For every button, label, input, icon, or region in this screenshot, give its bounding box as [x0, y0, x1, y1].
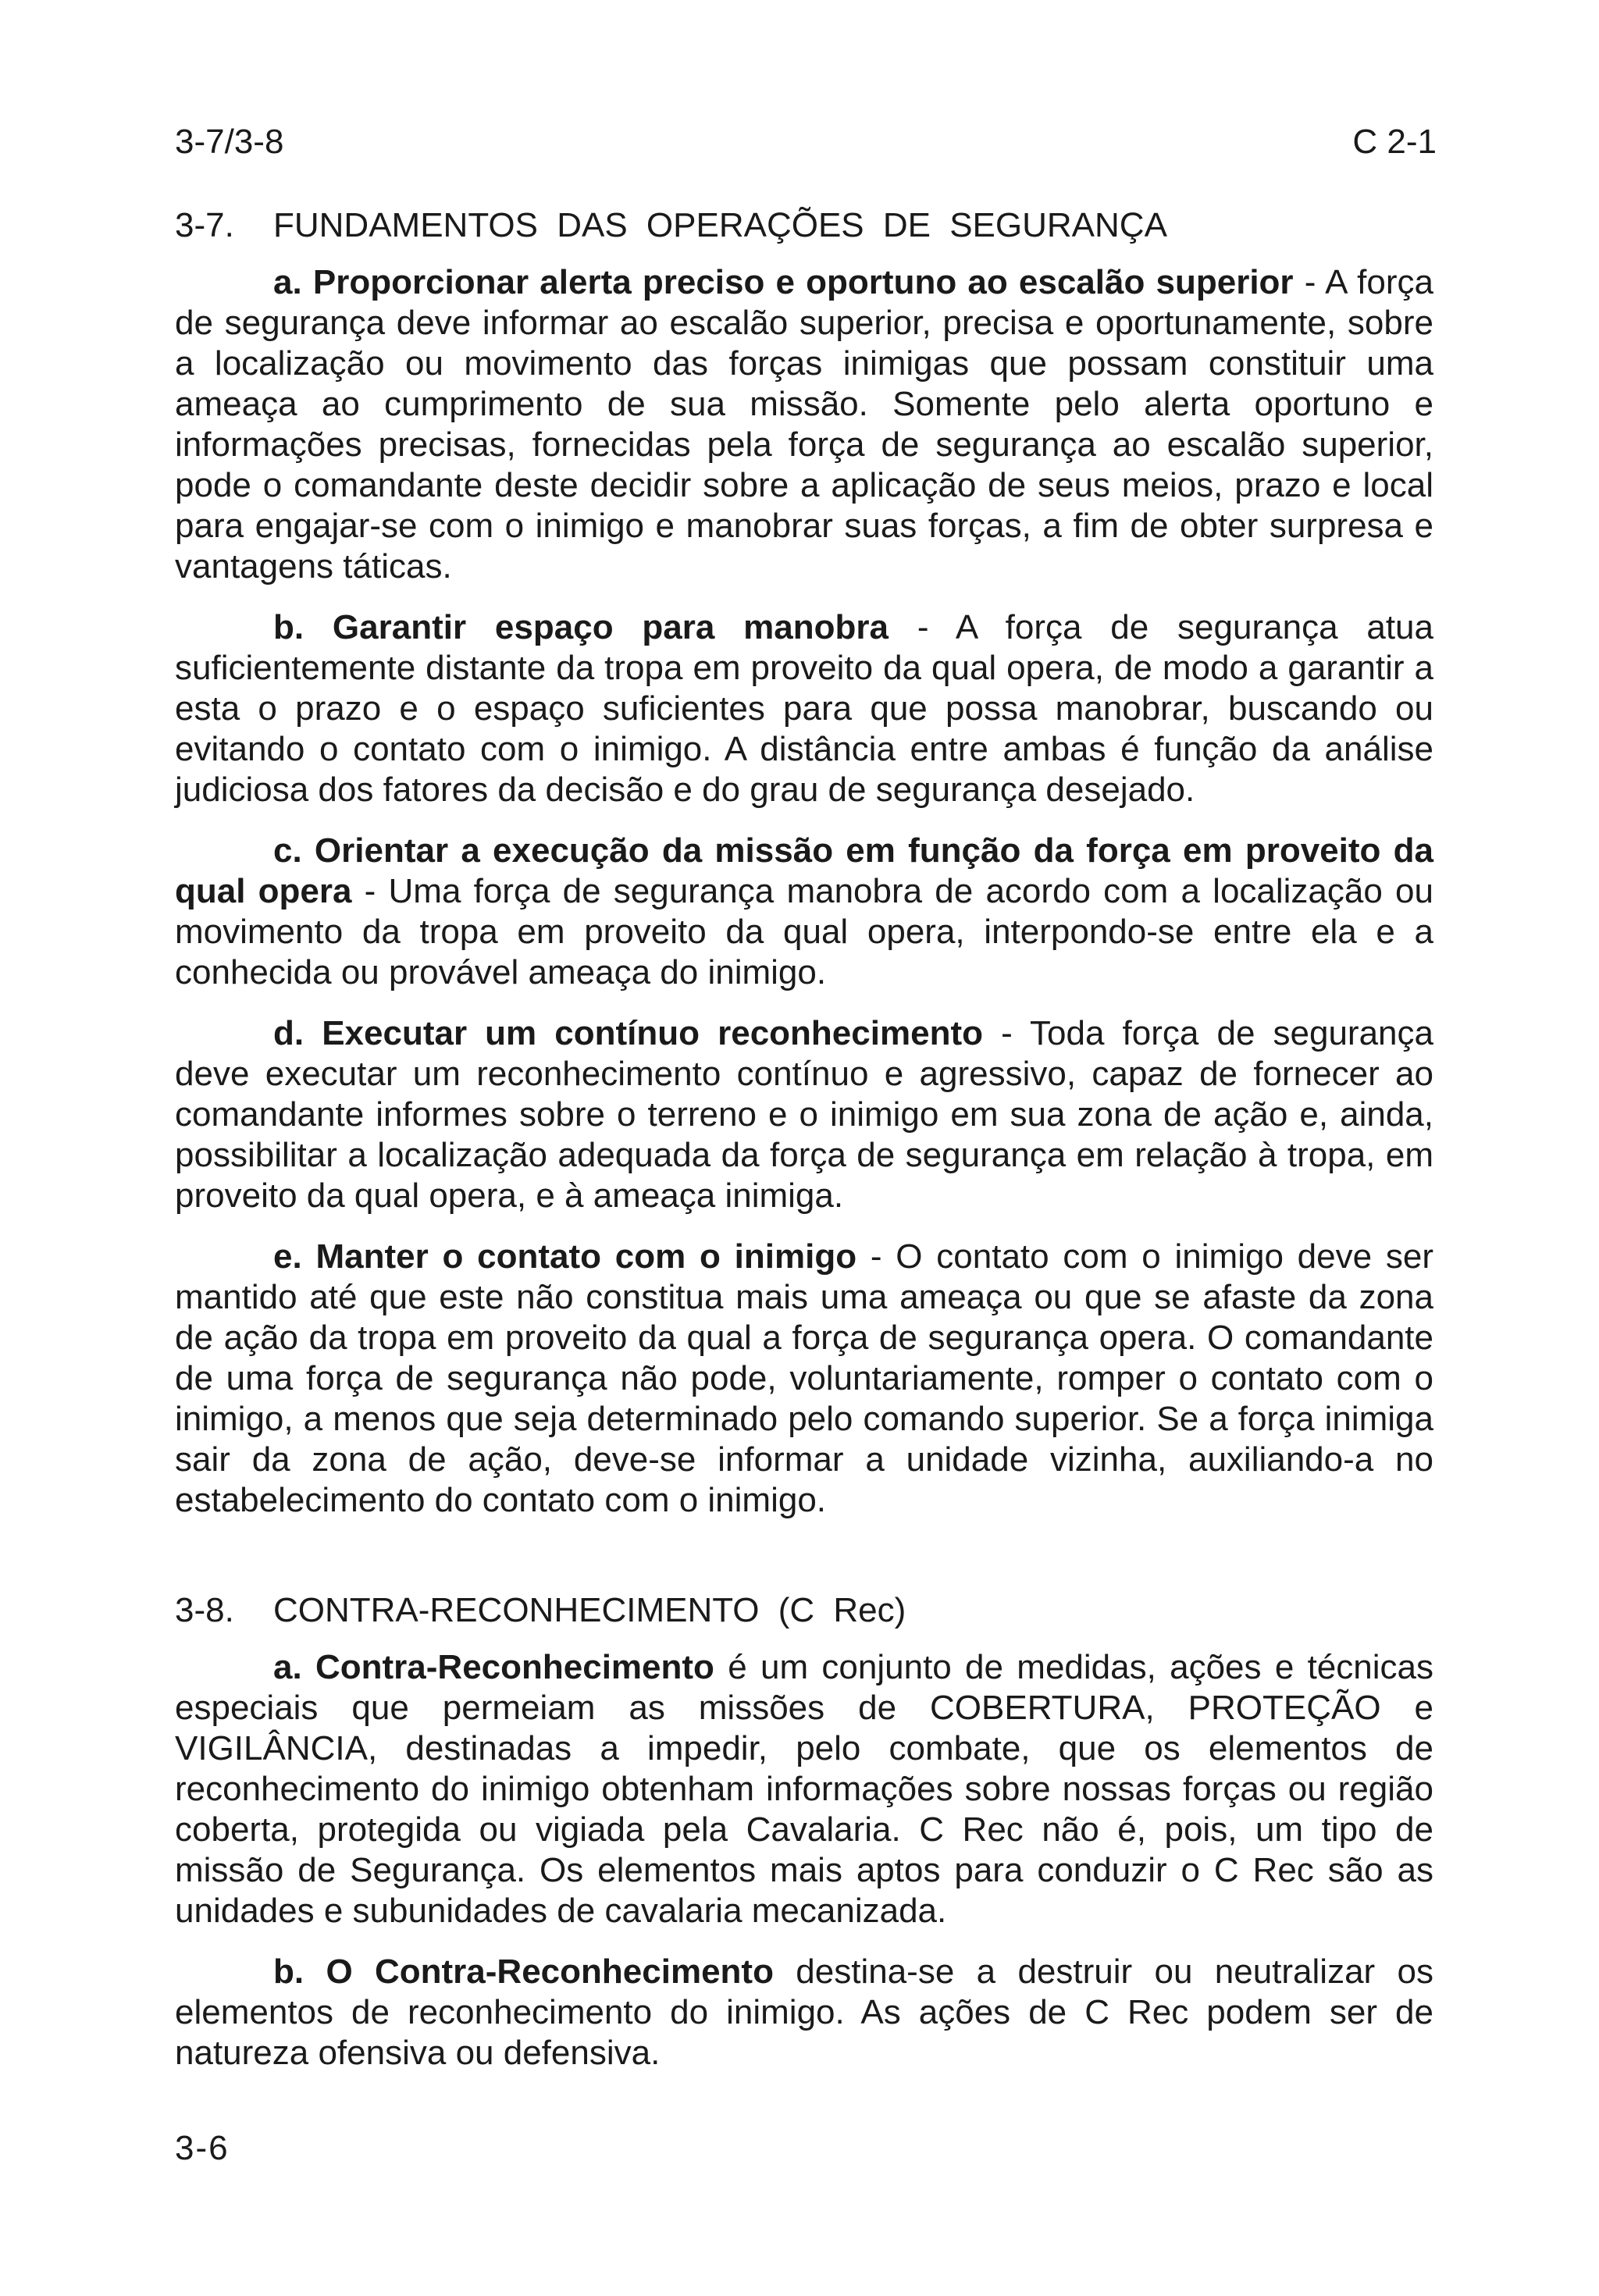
- item-text: destina-se a destruir ou neutralizar os elementos de reconhecimento do inimigo. As ações de C Rec podem ser de natureza ofensiva ou defensiva.: [175, 1952, 1434, 2072]
- paragraph-item: [175, 262, 1433, 587]
- page-header: [175, 119, 1437, 166]
- item-text: - A força de segurança deve informar ao escalão superior, precisa e oportunamente, sobre a localização ou movimento das forças inimigas que possam constituir uma ameaça ao cumprimento de sua missão. Somente pelo alerta oportuno e informações precisas, fornecidas pela força de segurança ao escalão superior, pode o comandante deste decidir sobre a aplicação de seus meios, prazo e local para engajar-se com o inimigo e manobrar suas forças, a fim de obter surpresa e vantagens táticas.: [175, 263, 1433, 586]
- item-heading: c. Orientar a execução da missão em função da força em proveito da qual opera: [175, 831, 1433, 910]
- section-heading: CONTRA-RECONHECIMENTO (C Rec): [273, 1591, 906, 1629]
- page-content: [175, 201, 1433, 2074]
- paragraph-item: [175, 1952, 1433, 2074]
- paragraph-item: [175, 1647, 1433, 1931]
- item-heading: e. Manter o contato com o inimigo: [273, 1237, 857, 1276]
- item-text: - Toda força de segurança deve executar um reconhecimento contínuo e agressivo, capaz de fornecer ao comandante informes sobre o terreno e o inimigo em sua zona de ação e, ainda, possibilitar a localização adequada da força de segurança em relação à tropa, em proveito da qual opera, e à ameaça inimiga.: [175, 1014, 1433, 1215]
- item-heading: b. O Contra-Reconhecimento: [273, 1952, 774, 1991]
- section-number: 3-7.: [175, 206, 234, 244]
- paragraph-item: [175, 607, 1433, 810]
- item-text: - Uma força de segurança manobra de acordo com a localização ou movimento da tropa em proveito da qual opera, interpondo-se entre ela e a conhecida ou provável ameaça do inimigo.: [175, 872, 1433, 991]
- section-3-7: [175, 201, 1433, 1521]
- header-section-range: 3-7/3-8: [175, 123, 284, 161]
- section-heading: FUNDAMENTOS DAS OPERAÇÕES DE SEGURANÇA: [273, 206, 1167, 244]
- paragraph-item: [175, 1013, 1433, 1216]
- item-heading: a. Proporcionar alerta preciso e oportuno ao escalão superior: [273, 263, 1294, 301]
- paragraph-item: [175, 1237, 1433, 1521]
- item-heading: b. Garantir espaço para manobra: [273, 608, 889, 646]
- item-text: - A força de segurança atua suficientemente distante da tropa em proveito da qual opera, de modo a garantir a esta o prazo e o espaço suficientes para que possa manobrar, buscando ou evitando o contato com o inimigo. A distância entre ambas é função da análise judiciosa dos fatores da decisão e do grau de segurança desejado.: [175, 608, 1434, 809]
- section-number: 3-8.: [175, 1591, 234, 1629]
- paragraph-item: [175, 831, 1433, 993]
- header-manual-code: C 2-1: [1352, 123, 1437, 161]
- item-text: é um conjunto de medidas, ações e técnicas especiais que permeiam as missões de COBERTURA, PROTEÇÃO e VIGILÂNCIA, destinadas a impedir, pelo combate, que os elementos de reconhecimento do inimigo obtenham informações sobre nossas forças ou região coberta, protegida ou vigiada pela Cavalaria. C Rec não é, pois, um tipo de missão de Segurança. Os elementos mais aptos para conduzir o C Rec são as unidades e subunidades de cavalaria mecanizada.: [175, 1648, 1433, 1930]
- item-heading: a. Contra-Reconhecimento: [273, 1648, 714, 1686]
- section-title: [175, 1586, 1433, 1635]
- item-heading: d. Executar um contínuo reconhecimento: [273, 1014, 983, 1052]
- item-text: - O contato com o inimigo deve ser mantido até que este não constitua mais uma ameaça ou que se afaste da zona de ação da tropa em proveito da qual a força de segurança opera. O comandante de uma força de segurança não pode, voluntariamente, romper o contato com o inimigo, a menos que seja determinado pelo comando superior. Se a força inimiga sair da zona de ação, deve-se informar a unidade vizinha, auxiliando-a no estabelecimento do contato com o inimigo.: [175, 1237, 1433, 1519]
- section-3-8: [175, 1586, 1433, 2074]
- page-number: 3-6: [175, 2129, 230, 2167]
- section-title: [175, 201, 1433, 250]
